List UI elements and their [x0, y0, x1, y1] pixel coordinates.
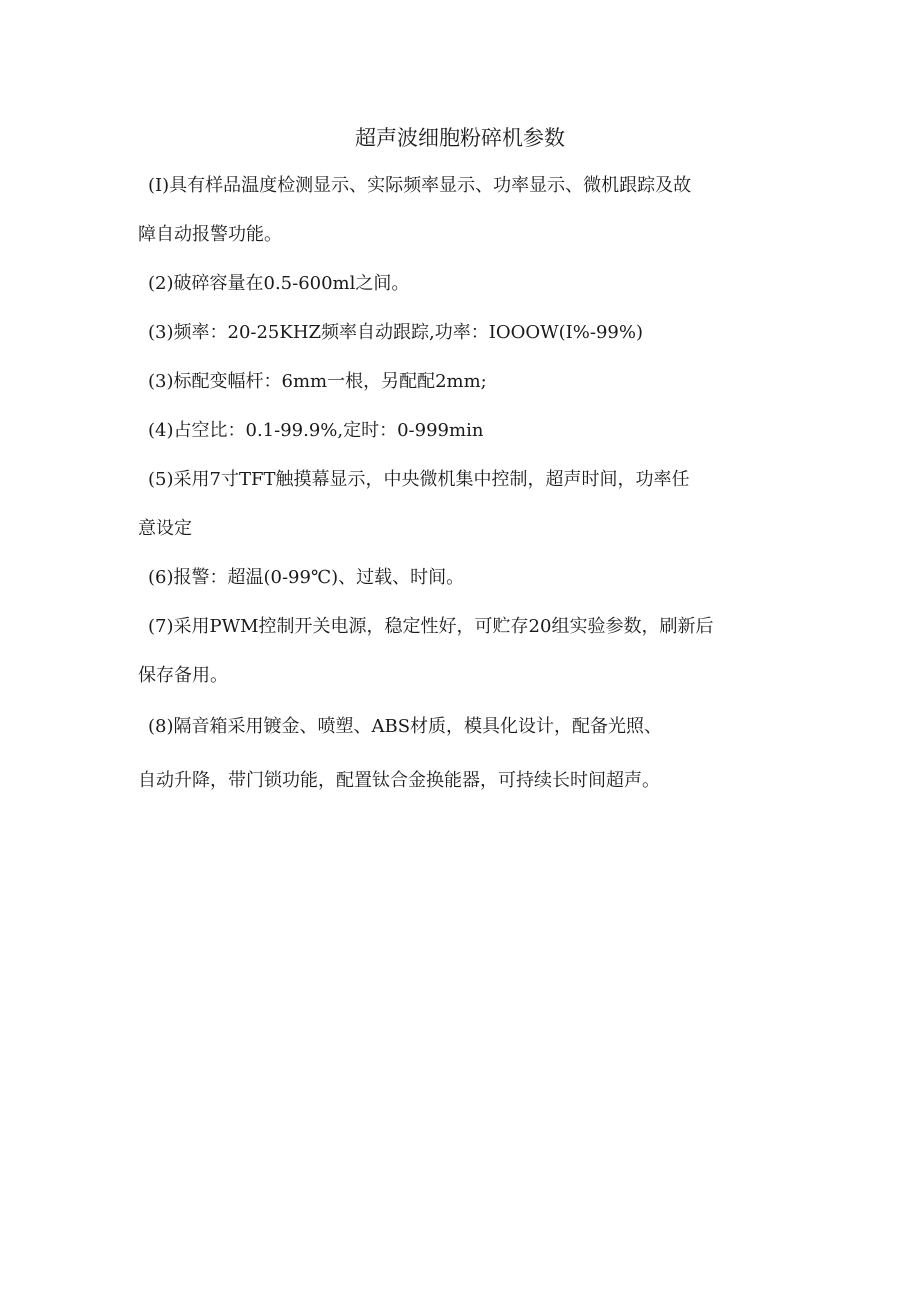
param-line-1: (I)具有样品温度检测显示、实际频率显示、功率显示、微机跟踪及故 — [148, 175, 692, 196]
param-line-7: (7)采用PWM控制开关电源，稳定性好，可贮存20组实验参数，刷新后 — [148, 616, 714, 637]
param-line-8-cont: 自动升降，带门锁功能，配置钛合金换能器，可持续长时间超声。 — [138, 770, 660, 791]
param-line-3-frequency: (3)频率：20-25KHZ频率自动跟踪,功率：IOOOW(I%-99%) — [148, 322, 643, 343]
param-line-5: (5)采用7寸TFT触摸幕显示，中央微机集中控制，超声时间，功率任 — [148, 469, 690, 490]
param-line-4: (4)占空比：0.1-99.9%,定时：0-999min — [148, 420, 484, 441]
param-line-2: (2)破碎容量在0.5-600ml之间。 — [148, 273, 410, 294]
param-line-3-horn: (3)标配变幅杆：6mm一根，另配配2mm; — [148, 371, 487, 392]
param-line-5-cont: 意设定 — [138, 518, 192, 539]
document-title: 超声波细胞粉碎机参数 — [355, 126, 565, 150]
param-line-8: (8)隔音箱采用镀金、喷塑、ABS材质，模具化设计，配备光照、 — [148, 716, 663, 737]
param-line-6: (6)报警：超温(0-99℃)、过载、时间。 — [148, 567, 465, 588]
param-line-1-cont: 障自动报警功能。 — [138, 224, 282, 245]
param-line-7-cont: 保存备用。 — [138, 665, 228, 686]
